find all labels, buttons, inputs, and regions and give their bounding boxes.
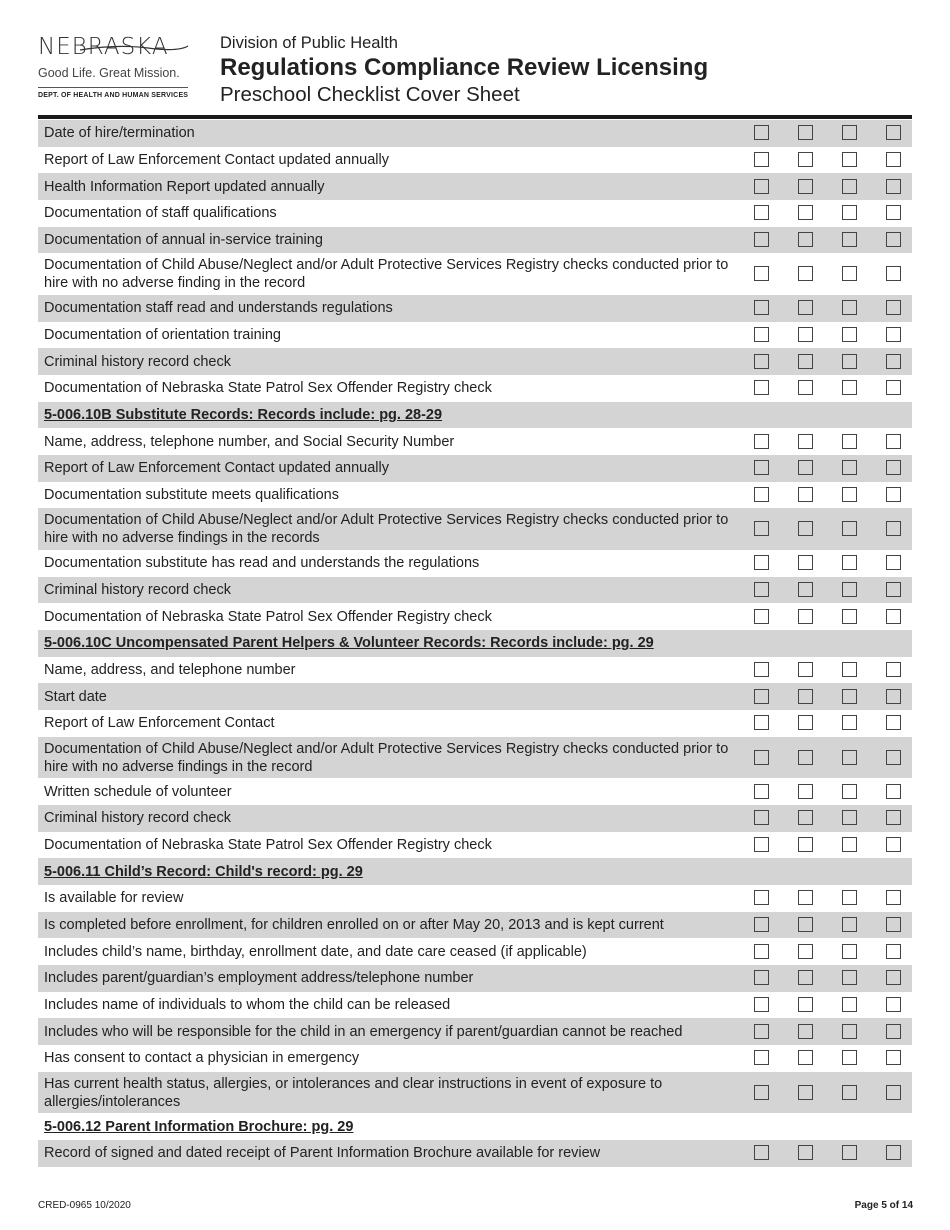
checkbox-col-3[interactable] [842, 917, 857, 932]
section-title: 5-006.12 Parent Information Brochure: pg. 29 [44, 1118, 354, 1135]
checklist-item-text: Criminal history record check [44, 810, 231, 827]
checkbox-col-3[interactable] [842, 327, 857, 342]
checkbox-col-3[interactable] [842, 434, 857, 449]
logo-dept-name: DEPT. OF HEALTH AND HUMAN SERVICES [38, 92, 189, 99]
checklist-item-text: Name, address, telephone number, and Social Security Number [44, 433, 455, 450]
checkbox-col-3[interactable] [842, 300, 857, 315]
checklist-row [38, 322, 912, 349]
checkbox-col-4[interactable] [886, 1145, 901, 1160]
checkbox-col-2[interactable] [798, 715, 813, 730]
checkbox-col-4[interactable] [886, 232, 901, 247]
checkbox-col-2[interactable] [798, 917, 813, 932]
page-subtitle: Preschool Checklist Cover Sheet [220, 83, 520, 106]
checklist-row [38, 227, 912, 254]
checkbox-col-4[interactable] [886, 487, 901, 502]
checkbox-col-4[interactable] [886, 917, 901, 932]
checklist-row [38, 295, 912, 322]
checkbox-col-2[interactable] [798, 460, 813, 475]
checklist-item-text: Documentation of Child Abuse/Neglect and/or Adult Protective Services Registry checks conducted prior to hire with no adverse findings in the record [44, 740, 729, 775]
checkbox-col-3[interactable] [842, 354, 857, 369]
logo-swoosh-icon [78, 42, 190, 56]
checkbox-col-1[interactable] [754, 152, 769, 167]
checkbox-col-2[interactable] [798, 1050, 813, 1065]
checkbox-col-3[interactable] [842, 944, 857, 959]
checkbox-col-2[interactable] [798, 750, 813, 765]
checkbox-col-2[interactable] [798, 970, 813, 985]
checkbox-group [753, 778, 913, 805]
checkbox-col-1[interactable] [754, 810, 769, 825]
checklist-item-text: Is completed before enrollment, for children enrolled on or after May 20, 2013 and is kept current [44, 917, 664, 934]
checkbox-group [753, 322, 913, 349]
title-block [220, 32, 708, 108]
checkbox-col-1[interactable] [754, 179, 769, 194]
checkbox-col-4[interactable] [886, 354, 901, 369]
checklist-row [38, 965, 912, 992]
checklist-table [38, 120, 912, 1167]
checkbox-group [753, 455, 913, 482]
checkbox-col-3[interactable] [842, 555, 857, 570]
checkbox-col-1[interactable] [754, 784, 769, 799]
checkbox-group [753, 832, 913, 859]
checkbox-col-1[interactable] [754, 521, 769, 536]
checklist-item-text: Date of hire/termination [44, 125, 195, 142]
checklist-row [38, 173, 912, 200]
checkbox-col-1[interactable] [754, 266, 769, 281]
checklist-item-text: Name, address, and telephone number [44, 662, 296, 679]
checkbox-col-3[interactable] [842, 1145, 857, 1160]
checkbox-col-2[interactable] [798, 997, 813, 1012]
checklist-item-text: Written schedule of volunteer [44, 783, 232, 800]
section-title: 5-006.10B Substitute Records: Records include: pg. 28-29 [44, 407, 443, 424]
checklist-row [38, 348, 912, 375]
checkbox-col-1[interactable] [754, 1024, 769, 1039]
checkbox-group [753, 200, 913, 227]
checkbox-col-2[interactable] [798, 784, 813, 799]
checkbox-col-1[interactable] [754, 487, 769, 502]
checkbox-group [753, 577, 913, 604]
checklist-item-text: Includes child’s name, birthday, enrollment date, and date care ceased (if applicable) [44, 943, 587, 960]
checklist-row [38, 1072, 912, 1114]
checklist-row [38, 778, 912, 805]
checkbox-group [753, 428, 913, 455]
checkbox-col-2[interactable] [798, 487, 813, 502]
checkbox-group [753, 805, 913, 832]
checkbox-col-4[interactable] [886, 609, 901, 624]
checkbox-col-1[interactable] [754, 609, 769, 624]
checkbox-col-3[interactable] [842, 152, 857, 167]
checkbox-col-4[interactable] [886, 1024, 901, 1039]
checkbox-col-4[interactable] [886, 205, 901, 220]
checkbox-col-2[interactable] [798, 327, 813, 342]
checkbox-col-4[interactable] [886, 434, 901, 449]
checkbox-col-1[interactable] [754, 1085, 769, 1100]
checklist-item-text: Documentation of Nebraska State Patrol Sex Offender Registry check [44, 608, 492, 625]
checkbox-col-1[interactable] [754, 944, 769, 959]
checklist-row [38, 428, 912, 455]
checkbox-col-4[interactable] [886, 152, 901, 167]
checklist-row [38, 832, 912, 859]
checklist-row [38, 455, 912, 482]
checkbox-col-1[interactable] [754, 837, 769, 852]
checkbox-group [753, 227, 913, 254]
checkbox-col-3[interactable] [842, 609, 857, 624]
checkbox-group [753, 348, 913, 375]
checklist-row [38, 737, 912, 779]
checkbox-col-1[interactable] [754, 125, 769, 140]
checkbox-group [753, 1045, 913, 1072]
checkbox-col-2[interactable] [798, 434, 813, 449]
checkbox-col-3[interactable] [842, 179, 857, 194]
checkbox-col-3[interactable] [842, 460, 857, 475]
checkbox-group [753, 253, 913, 295]
checkbox-col-1[interactable] [754, 890, 769, 905]
checkbox-group [753, 885, 913, 912]
checkbox-col-1[interactable] [754, 460, 769, 475]
checkbox-group [753, 965, 913, 992]
checklist-row [38, 1018, 912, 1045]
checklist-row [38, 992, 912, 1019]
checkbox-col-4[interactable] [886, 460, 901, 475]
checkbox-group [753, 1018, 913, 1045]
checklist-row [38, 805, 912, 832]
checkbox-col-3[interactable] [842, 380, 857, 395]
checklist-row [38, 482, 912, 509]
checklist-item-text: Is available for review [44, 890, 184, 907]
checkbox-col-4[interactable] [886, 837, 901, 852]
checkbox-col-4[interactable] [886, 1050, 901, 1065]
checkbox-group [753, 683, 913, 710]
checkbox-col-2[interactable] [798, 662, 813, 677]
checkbox-col-3[interactable] [842, 1024, 857, 1039]
checklist-item-text: Includes parent/guardian’s employment address/telephone number [44, 970, 474, 987]
checkbox-col-3[interactable] [842, 810, 857, 825]
checkbox-col-2[interactable] [798, 1024, 813, 1039]
checklist-item-text: Criminal history record check [44, 353, 231, 370]
checkbox-col-3[interactable] [842, 1085, 857, 1100]
checklist-row [38, 885, 912, 912]
checkbox-col-2[interactable] [798, 179, 813, 194]
checklist-row [38, 200, 912, 227]
checklist-item-text: Record of signed and dated receipt of Parent Information Brochure available for review [44, 1145, 601, 1162]
checkbox-col-3[interactable] [842, 890, 857, 905]
checkbox-group [753, 912, 913, 939]
checkbox-col-4[interactable] [886, 179, 901, 194]
checklist-row [38, 550, 912, 577]
checkbox-col-4[interactable] [886, 689, 901, 704]
checklist-row [38, 577, 912, 604]
checkbox-col-2[interactable] [798, 944, 813, 959]
checklist-item-text: Documentation of Nebraska State Patrol Sex Offender Registry check [44, 380, 492, 397]
checkbox-col-1[interactable] [754, 997, 769, 1012]
checkbox-col-1[interactable] [754, 555, 769, 570]
checklist-row [38, 683, 912, 710]
checkbox-group [753, 737, 913, 779]
checkbox-col-4[interactable] [886, 715, 901, 730]
checkbox-col-2[interactable] [798, 521, 813, 536]
checkbox-col-1[interactable] [754, 300, 769, 315]
checklist-row [38, 1140, 912, 1167]
page-number: Page 5 of 14 [854, 1200, 913, 1211]
checkbox-group [753, 938, 913, 965]
checklist-item-text: Health Information Report updated annually [44, 178, 325, 195]
logo-tagline: Good Life. Great Mission. [38, 66, 180, 80]
header-divider [38, 115, 912, 119]
checklist-item-text: Documentation substitute has read and understands the regulations [44, 555, 480, 572]
checkbox-col-2[interactable] [798, 582, 813, 597]
section-header-row [38, 1113, 912, 1140]
checkbox-col-4[interactable] [886, 750, 901, 765]
checkbox-col-1[interactable] [754, 1145, 769, 1160]
checkbox-col-3[interactable] [842, 750, 857, 765]
checkbox-col-4[interactable] [886, 810, 901, 825]
checklist-row [38, 253, 912, 295]
checklist-item-text: Documentation of orientation training [44, 326, 281, 343]
checkbox-col-1[interactable] [754, 689, 769, 704]
checkbox-col-4[interactable] [886, 582, 901, 597]
checkbox-col-2[interactable] [798, 555, 813, 570]
checkbox-col-1[interactable] [754, 582, 769, 597]
checkbox-col-2[interactable] [798, 152, 813, 167]
checkbox-group [753, 508, 913, 550]
checkbox-col-1[interactable] [754, 662, 769, 677]
checkbox-col-3[interactable] [842, 521, 857, 536]
checklist-item-text: Documentation of staff qualifications [44, 205, 277, 222]
checklist-item-text: Has current health status, allergies, or intolerances and clear instructions in event of exposure to allergies/intolerances [44, 1075, 663, 1110]
checkbox-col-3[interactable] [842, 582, 857, 597]
checkbox-group [753, 992, 913, 1019]
checkbox-col-4[interactable] [886, 266, 901, 281]
checklist-row [38, 147, 912, 174]
form-id: CRED-0965 10/2020 [38, 1200, 131, 1211]
checkbox-col-1[interactable] [754, 917, 769, 932]
checklist-item-text: Criminal history record check [44, 581, 231, 598]
checkbox-col-1[interactable] [754, 715, 769, 730]
checklist-row [38, 710, 912, 737]
checkbox-col-2[interactable] [798, 837, 813, 852]
checkbox-col-4[interactable] [886, 890, 901, 905]
section-header-row [38, 630, 912, 657]
checklist-row [38, 657, 912, 684]
checkbox-col-4[interactable] [886, 1085, 901, 1100]
checkbox-col-1[interactable] [754, 205, 769, 220]
checkbox-col-3[interactable] [842, 997, 857, 1012]
checkbox-group [753, 173, 913, 200]
checkbox-group [753, 1072, 913, 1114]
checkbox-col-2[interactable] [798, 689, 813, 704]
checkbox-col-2[interactable] [798, 810, 813, 825]
checkbox-col-4[interactable] [886, 970, 901, 985]
checkbox-col-4[interactable] [886, 784, 901, 799]
checkbox-col-1[interactable] [754, 1050, 769, 1065]
section-header-row [38, 858, 912, 885]
checkbox-col-2[interactable] [798, 266, 813, 281]
checkbox-col-1[interactable] [754, 434, 769, 449]
checkbox-group [753, 147, 913, 174]
checkbox-col-1[interactable] [754, 750, 769, 765]
checkbox-group [753, 603, 913, 630]
checkbox-col-1[interactable] [754, 327, 769, 342]
section-title: 5-006.11 Child’s Record: Child's record: pg. 29 [44, 863, 363, 880]
checklist-item-text: Documentation of Nebraska State Patrol Sex Offender Registry check [44, 836, 492, 853]
page-header [38, 30, 912, 115]
checkbox-group [753, 295, 913, 322]
checkbox-group [753, 482, 913, 509]
dhhs-logo [38, 32, 193, 99]
checkbox-col-3[interactable] [842, 784, 857, 799]
checkbox-col-2[interactable] [798, 205, 813, 220]
checkbox-col-2[interactable] [798, 232, 813, 247]
checkbox-col-1[interactable] [754, 380, 769, 395]
checklist-item-text: Documentation of annual in-service training [44, 232, 323, 249]
checkbox-group [753, 375, 913, 402]
checklist-row [38, 603, 912, 630]
checkbox-col-2[interactable] [798, 609, 813, 624]
checkbox-col-1[interactable] [754, 232, 769, 247]
checkbox-col-4[interactable] [886, 997, 901, 1012]
checkbox-col-3[interactable] [842, 662, 857, 677]
checklist-item-text: Documentation of Child Abuse/Neglect and/or Adult Protective Services Registry checks conducted prior to hire with no adverse findings in the records [44, 512, 729, 547]
checkbox-col-3[interactable] [842, 837, 857, 852]
checkbox-col-4[interactable] [886, 944, 901, 959]
checklist-item-text: Start date [44, 688, 107, 705]
checklist-row [38, 508, 912, 550]
checkbox-col-2[interactable] [798, 1085, 813, 1100]
checkbox-col-4[interactable] [886, 125, 901, 140]
checkbox-col-2[interactable] [798, 300, 813, 315]
checkbox-group [753, 550, 913, 577]
checklist-item-text: Documentation of Child Abuse/Neglect and/or Adult Protective Services Registry checks conducted prior to hire with no adverse finding in the record [44, 257, 729, 292]
section-title: 5-006.10C Uncompensated Parent Helpers & Volunteer Records: Records include: pg. 29 [44, 635, 654, 652]
checklist-item-text: Includes name of individuals to whom the child can be released [44, 997, 451, 1014]
page-title: Regulations Compliance Review Licensing [220, 54, 709, 81]
checkbox-col-4[interactable] [886, 380, 901, 395]
checklist-row [38, 938, 912, 965]
checklist-item-text: Includes who will be responsible for the child in an emergency if parent/guardian cannot be reached [44, 1023, 683, 1040]
checklist-item-text: Documentation staff read and understands regulations [44, 300, 393, 317]
section-header-row [38, 402, 912, 429]
checkbox-col-2[interactable] [798, 1145, 813, 1160]
checkbox-col-1[interactable] [754, 354, 769, 369]
checklist-item-text: Report of Law Enforcement Contact updated annually [44, 460, 389, 477]
checkbox-group [753, 710, 913, 737]
checkbox-col-3[interactable] [842, 125, 857, 140]
checkbox-col-4[interactable] [886, 521, 901, 536]
checkbox-col-2[interactable] [798, 354, 813, 369]
checkbox-col-3[interactable] [842, 715, 857, 730]
checklist-row [38, 375, 912, 402]
checkbox-col-3[interactable] [842, 487, 857, 502]
checkbox-col-3[interactable] [842, 1050, 857, 1065]
checkbox-col-3[interactable] [842, 689, 857, 704]
checkbox-col-3[interactable] [842, 970, 857, 985]
checkbox-col-2[interactable] [798, 890, 813, 905]
checkbox-col-3[interactable] [842, 232, 857, 247]
checklist-row [38, 120, 912, 147]
checkbox-col-1[interactable] [754, 970, 769, 985]
division-name: Division of Public Health [220, 34, 398, 52]
logo-wordmark: NEBRASKA [38, 34, 169, 60]
logo-divider [38, 87, 188, 88]
checkbox-col-4[interactable] [886, 555, 901, 570]
checklist-item-text: Has consent to contact a physician in emergency [44, 1050, 360, 1067]
checklist-item-text: Report of Law Enforcement Contact updated annually [44, 152, 389, 169]
checkbox-col-2[interactable] [798, 380, 813, 395]
checkbox-col-4[interactable] [886, 300, 901, 315]
checkbox-col-3[interactable] [842, 266, 857, 281]
checklist-row [38, 912, 912, 939]
checklist-item-text: Documentation substitute meets qualifications [44, 487, 339, 504]
checkbox-group [753, 657, 913, 684]
checkbox-col-3[interactable] [842, 205, 857, 220]
checklist-item-text: Report of Law Enforcement Contact [44, 715, 275, 732]
checkbox-group [753, 120, 913, 147]
checkbox-col-4[interactable] [886, 327, 901, 342]
checkbox-col-2[interactable] [798, 125, 813, 140]
checklist-row [38, 1045, 912, 1072]
checkbox-group [753, 1140, 913, 1167]
checkbox-col-4[interactable] [886, 662, 901, 677]
